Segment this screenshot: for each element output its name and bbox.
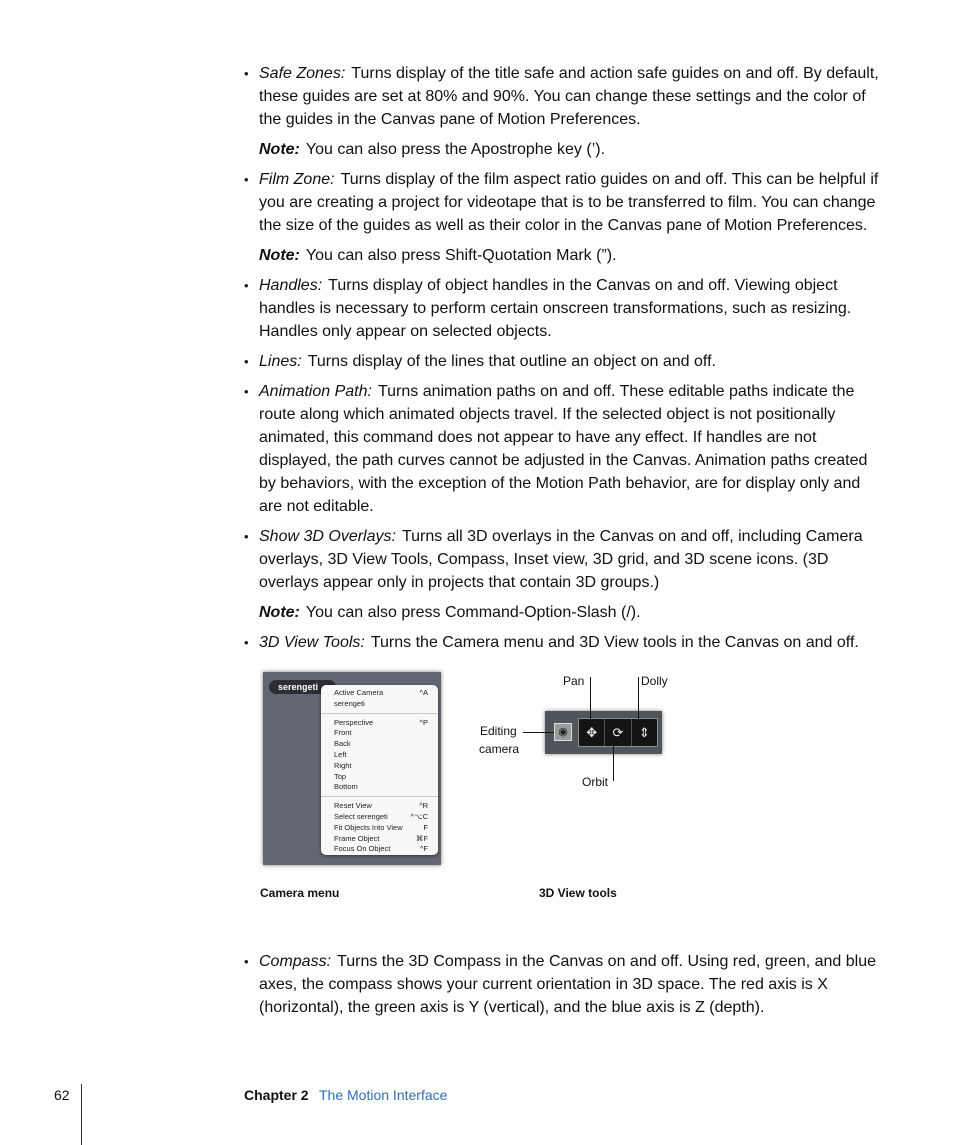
menu-group (321, 798, 438, 857)
menu-item[interactable]: Bottom (334, 782, 358, 792)
item-text: Turns display of the title safe and action safe guides on and off. By default, these guides are set at 80% and 90%. You can change these settings and the color of the guides in the Canvas pane of Motion Preferences. (259, 65, 879, 128)
menu-item[interactable]: Top (334, 771, 347, 781)
menu-item[interactable]: serengeti (334, 698, 365, 708)
list-item: • Animation Path: Turns animation paths on and off. These editable paths indicate the route along which animated objects travel. If the selected object is not positionally animated, this command does not appear to have any effect. If handles are not displayed, the path curves cannot be adjusted in the Canvas. Animation paths created by behaviors, with the exception of the Motion Path behavior, are for display only and are not editable. (244, 383, 868, 515)
item-text: Turns display of object handles in the Canvas on and off. Viewing object handles is necessary to perform certain onscreen transformations, such as resizing. Handles only appear on selected objects. (259, 277, 852, 340)
menu-item[interactable]: Select serengeti ^⌥C (334, 811, 428, 821)
dolly-tool-icon[interactable]: ⇕ (638, 725, 650, 740)
callout-line (638, 677, 639, 719)
item-text: Turns display of the film aspect ratio guides on and off. This can be helpful if you are creating a project for videotape that is to be transferred to film. You can change the size of the guides as well as their color in the Canvas pane of Motion Preferences. (259, 171, 879, 234)
item-term: Handles: (259, 277, 323, 294)
chapter-label: Chapter 2 (244, 1087, 309, 1103)
menu-item[interactable]: Fit Objects Into View F (334, 822, 428, 832)
camera-menu-screenshot (263, 672, 441, 865)
chapter-title-link[interactable]: The Motion Interface (319, 1087, 448, 1103)
item-term: 3D View Tools: (259, 634, 365, 651)
list-item: • Compass: Turns the 3D Compass in the Canvas on and off. Using red, green, and blue axes, the compass shows your current orientation in 3D space. The red axis is X (horizontal), the green axis is Y (vertical), and the blue axis is Z (depth). (244, 953, 877, 1016)
item-text: Turns display of the lines that outline an object on and off. (307, 353, 716, 370)
item-text: Turns all 3D overlays in the Canvas on and off, including Camera overlays, 3D View Tools, Compass, Inset view, 3D grid, and 3D scene icons. (3D overlays appear only in projects that contain 3D groups.) (259, 528, 863, 591)
caption-view-tools: 3D View tools (539, 886, 617, 900)
menu-item[interactable]: Front (334, 728, 352, 738)
menu-item[interactable]: Reset View ^R (334, 801, 428, 811)
item-term: Lines: (259, 353, 302, 370)
menu-item[interactable]: Focus On Object ^F (334, 844, 428, 854)
list-item: • Film Zone: Turns display of the film aspect ratio guides on and off. This can be helpful if you are creating a project for videotape that is to be transferred to film. You can change the size of the guides as well as their color in the Canvas pane of Motion Preferences. (244, 171, 879, 234)
note-label: Note: (259, 141, 300, 158)
callout-orbit: Orbit (582, 775, 609, 789)
list-item: • 3D View Tools: Turns the Camera menu and 3D View tools in the Canvas on and off. (244, 634, 859, 651)
callout-camera: camera (479, 742, 520, 756)
item-term: Film Zone: (259, 171, 335, 188)
note (259, 138, 879, 161)
callout-line (590, 677, 591, 719)
divider (81, 1084, 82, 1145)
note (259, 244, 879, 267)
caption-camera-menu: Camera menu (260, 886, 340, 900)
item-term: Compass: (259, 953, 332, 970)
note-label: Note: (259, 604, 300, 621)
list-item: • Lines: Turns display of the lines that outline an object on and off. (244, 353, 716, 370)
camera-name: serengeti (278, 682, 319, 692)
list-item: • Safe Zones: Turns display of the title safe and action safe guides on and off. By default, these guides are set at 80% and 90%. You can change these settings and the color of the guides in the Canvas pane of Motion Preferences. (244, 65, 879, 128)
callout-editing: Editing (480, 724, 517, 738)
note (259, 601, 879, 624)
figure (259, 664, 879, 942)
callout-line (523, 732, 554, 733)
item-text: Turns the 3D Compass in the Canvas on and off. Using red, green, and blue axes, the compass shows your current orientation in 3D space. The red axis is X (horizontal), the green axis is Y (vertical), and the blue axis is Z (depth). (259, 953, 877, 1016)
note-text: You can also press the Apostrophe key (’). (305, 141, 606, 158)
menu-item[interactable]: Left (334, 749, 347, 759)
camera-menu (321, 685, 438, 855)
menu-item[interactable]: Right (334, 760, 352, 770)
note-text: You can also press Command-Option-Slash (/). (305, 604, 641, 621)
view-tools-screenshot (545, 711, 662, 754)
view-tools-group (578, 718, 658, 747)
pan-tool-icon[interactable]: ✥ (579, 719, 605, 746)
menu-group (321, 715, 438, 796)
list-item: • Show 3D Overlays: Turns all 3D overlays in the Canvas on and off, including Camera overlays, 3D View Tools, Compass, Inset view, 3D grid, and 3D scene icons. (3D overlays appear only in projects that contain 3D groups.) (244, 528, 863, 591)
menu-item[interactable]: Perspective ^P (334, 717, 428, 727)
item-text: Turns the Camera menu and 3D View tools in the Canvas on and off. (370, 634, 859, 651)
callout-line (613, 744, 614, 781)
menu-item[interactable]: Active Camera ^A (334, 688, 428, 697)
camera-icon[interactable]: ◉ (554, 723, 572, 741)
item-text: Turns animation paths on and off. These editable paths indicate the route along which animated objects travel. If the selected object is not positionally animated, this command does not appear to have any effect. If handles are not displayed, the path curves cannot be adjusted in the Canvas. Animation paths created by behaviors, with the exception of the Motion Path behavior, are for display only and are not editable. (259, 383, 868, 515)
menu-item[interactable]: Frame Object ⌘F (334, 833, 428, 843)
item-term: Show 3D Overlays: (259, 528, 396, 545)
note-text: You can also press Shift-Quotation Mark (”). (305, 247, 617, 264)
menu-divider (321, 796, 438, 797)
list-item: • Handles: Turns display of object handles in the Canvas on and off. Viewing object handles is necessary to perform certain onscreen transformations, such as resizing. Handles only appear on selected objects. (244, 277, 852, 340)
callout-pan: Pan (563, 674, 585, 688)
menu-divider (321, 713, 438, 714)
item-term: Animation Path: (259, 383, 372, 400)
callout-dolly: Dolly (641, 674, 668, 688)
note-label: Note: (259, 247, 300, 264)
item-term: Safe Zones: (259, 65, 346, 82)
menu-item[interactable]: Back (334, 739, 351, 749)
orbit-tool-icon[interactable]: ⟳ (605, 719, 631, 746)
menu-group (321, 685, 438, 712)
page-content (244, 62, 879, 1026)
page-number: 62 (54, 1087, 70, 1103)
